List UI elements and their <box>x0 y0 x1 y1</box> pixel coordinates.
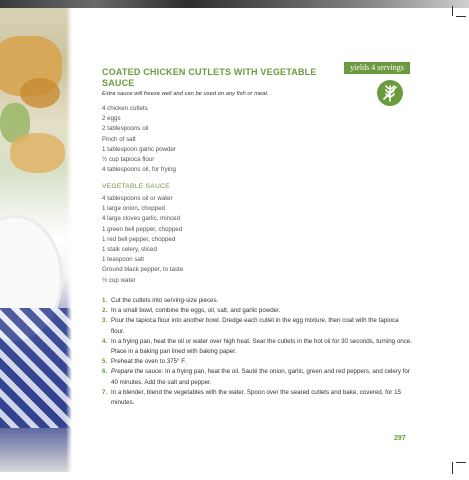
step-number: 4. <box>102 337 108 345</box>
cutlet-shape <box>10 133 65 173</box>
ingredient-item: ½ cup water <box>102 276 136 284</box>
recipe-note: Extra sauce will freeze well and can be used on any fish or meat. <box>102 91 269 97</box>
instruction-step <box>102 337 412 357</box>
ingredient-item: 4 tablespoons oil, for frying <box>102 166 176 174</box>
step-text: In a frying pan, heat the oil or water over high heat. Sear the cutlets in the hot oil for 30 seconds, turning once. Place in a baking pan lined with baking paper. <box>111 337 412 356</box>
instruction-step <box>102 316 412 336</box>
crop-mark <box>456 462 466 463</box>
ingredient-item: 1 stalk celery, sliced <box>102 246 157 254</box>
step-number: 6. <box>102 368 108 376</box>
step-text: In a blender, blend the vegetables with the water. Spoon over the seared cutlets and bake, covered, for 15 minutes. <box>111 388 401 407</box>
instruction-steps <box>102 296 412 408</box>
photo-fade <box>66 8 72 472</box>
step-number: 7. <box>102 388 108 396</box>
crop-mark <box>452 6 453 16</box>
checkered-cloth <box>0 308 72 428</box>
ingredient-item: Ground black pepper, to taste <box>102 266 184 274</box>
top-photo-strip <box>0 0 469 8</box>
instruction-step <box>102 296 412 306</box>
ingredient-item: 1 teaspoon salt <box>102 256 144 264</box>
yield-label: yields 4 servings <box>344 62 410 74</box>
ingredient-item: 4 large cloves garlic, minced <box>102 215 181 223</box>
recipe-title: COATED CHICKEN CUTLETS WITH VEGETABLE SAUCE <box>102 67 317 88</box>
step-text: Pour the tapioca flour into another bowl. Dredge each cutlet in the egg mixture, then coat with the tapioca flour. <box>111 317 399 335</box>
instruction-step <box>102 388 412 408</box>
ingredient-item: 1 large onion, chopped <box>102 205 165 213</box>
ingredient-item: 2 tablespoons oil <box>102 125 149 133</box>
instruction-step <box>102 357 412 367</box>
ingredient-item: ½ cup tapioca flour <box>102 156 155 164</box>
step-text: Cut the cutlets into serving-size pieces. <box>111 297 219 304</box>
ingredient-list <box>102 104 302 175</box>
ingredient-item: 1 green bell pepper, chopped <box>102 225 183 233</box>
sauce-heading: VEGETABLE SAUCE <box>102 183 170 190</box>
crop-mark <box>452 462 453 474</box>
food-photo <box>0 8 72 472</box>
ingredient-item: 2 eggs <box>102 115 121 123</box>
step-text: In a frying pan, heat the oil. Sauté the onion, garlic, green and red peppers, and celery for 40 minutes. Add the salt and pepper. <box>111 368 410 386</box>
instruction-step <box>102 367 412 387</box>
step-prefix: Prepare the sauce: <box>111 368 164 376</box>
step-number: 2. <box>102 307 108 315</box>
step-number: 1. <box>102 297 108 304</box>
ingredient-item: Pinch of salt <box>102 135 136 143</box>
instruction-step <box>102 306 412 316</box>
page-number: 297 <box>394 435 406 442</box>
step-text: In a small bowl, combine the eggs, oil, salt, and garlic powder. <box>111 307 281 315</box>
sauce-ingredient-list <box>102 194 302 286</box>
crop-mark <box>456 16 466 17</box>
ingredient-item: 1 tablespoon garlic powder <box>102 145 176 153</box>
ingredient-item: 4 chicken cutlets <box>102 105 148 112</box>
step-number: 3. <box>102 317 108 325</box>
step-number: 5. <box>102 358 108 366</box>
step-text: Preheat the oven to 375° F. <box>111 358 187 366</box>
ingredient-item: 1 red bell pepper, chopped <box>102 235 176 243</box>
cutlet-shape <box>20 78 60 108</box>
ingredient-item: 4 tablespoons oil or water <box>102 195 173 202</box>
